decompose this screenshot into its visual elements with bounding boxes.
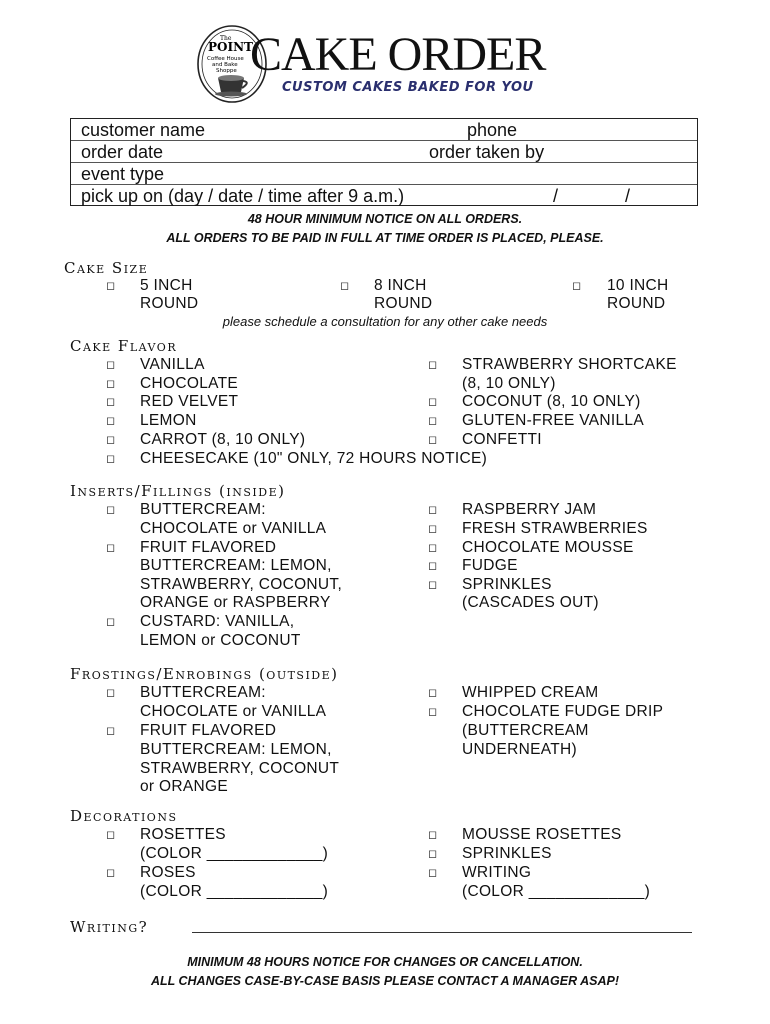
filling-raspberry-jam: RASPBERRY JAM: [462, 501, 597, 518]
frosting-whipped-cream: WHIPPED CREAM: [462, 684, 599, 701]
order-date-label: order date: [81, 142, 164, 162]
checkbox[interactable]: ◻: [428, 848, 438, 860]
filling-custard-line2: LEMON or COCONUT: [140, 632, 301, 649]
checkbox[interactable]: ◻: [106, 687, 116, 699]
size-10-inch-line2: ROUND: [607, 295, 666, 312]
checkbox[interactable]: ◻: [428, 359, 438, 371]
decoration-roses: ROSES: [140, 864, 196, 881]
order-taken-by-label: order taken by: [429, 142, 545, 162]
flavor-chocolate: CHOCOLATE: [140, 375, 239, 392]
filling-fresh-strawberries: FRESH STRAWBERRIES: [462, 520, 648, 537]
cake-flavor-heading: Cake Flavor: [70, 337, 178, 355]
decoration-roses-color: (COLOR _____________): [140, 883, 329, 900]
checkbox[interactable]: ◻: [106, 504, 116, 516]
size-10-inch-line1: 10 INCH: [607, 277, 669, 294]
notice-line-2: ALL ORDERS TO BE PAID IN FULL AT TIME ORDER IS PLACED, PLEASE.: [166, 231, 604, 245]
checkbox[interactable]: ◻: [106, 359, 116, 371]
frosting-fudge-drip: CHOCOLATE FUDGE DRIP: [462, 703, 664, 720]
size-8-inch-line2: ROUND: [374, 295, 433, 312]
checkbox[interactable]: ◻: [428, 396, 438, 408]
checkbox[interactable]: ◻: [106, 396, 116, 408]
checkbox[interactable]: ◻: [428, 504, 438, 516]
size-5-inch-line1: 5 INCH: [140, 277, 193, 294]
decoration-rosettes: ROSETTES: [140, 826, 226, 843]
customer-name-label: customer name: [81, 120, 206, 140]
checkbox[interactable]: ◻: [428, 706, 438, 718]
size-5-inch-line2: ROUND: [140, 295, 199, 312]
decoration-sprinkles: SPRINKLES: [462, 845, 552, 862]
coffee-cup-icon: [215, 75, 247, 97]
checkbox[interactable]: ◻: [106, 434, 116, 446]
checkbox[interactable]: ◻: [428, 415, 438, 427]
logo-line1: The: [220, 35, 232, 42]
checkbox[interactable]: ◻: [106, 280, 116, 292]
flavor-lemon: LEMON: [140, 412, 197, 429]
info-row-name[interactable]: [71, 119, 697, 141]
notice-line-1: 48 HOUR MINIMUM NOTICE ON ALL ORDERS.: [247, 212, 523, 226]
checkbox[interactable]: ◻: [106, 453, 116, 465]
checkbox[interactable]: ◻: [106, 829, 116, 841]
filling-chocolate-mousse: CHOCOLATE MOUSSE: [462, 539, 634, 556]
frosting-fruit-flavored: FRUIT FLAVORED: [140, 722, 277, 739]
checkbox[interactable]: ◻: [428, 687, 438, 699]
checkbox[interactable]: ◻: [106, 378, 116, 390]
frosting-fruit-line3: STRAWBERRY, COCONUT: [140, 760, 340, 777]
date-slash-2: /: [625, 186, 631, 206]
flavor-cheesecake: CHEESECAKE (10" ONLY, 72 HOURS NOTICE): [140, 450, 488, 467]
frosting-buttercream: BUTTERCREAM:: [140, 684, 266, 701]
filling-buttercream-options: CHOCOLATE or VANILLA: [140, 520, 327, 537]
logo-line3: Coffee House: [207, 56, 244, 62]
phone-label: phone: [467, 120, 518, 140]
checkbox[interactable]: ◻: [106, 867, 116, 879]
frosting-fudge-drip-line2: (BUTTERCREAM: [462, 722, 589, 739]
checkbox[interactable]: ◻: [428, 523, 438, 535]
filling-fruit-line2: BUTTERCREAM: LEMON,: [140, 557, 332, 574]
filling-sprinkles: SPRINKLES: [462, 576, 552, 593]
filling-fruit-line3: STRAWBERRY, COCONUT,: [140, 576, 343, 593]
decoration-writing-color: (COLOR _____________): [462, 883, 651, 900]
frosting-fudge-drip-line3: UNDERNEATH): [462, 741, 577, 758]
event-type-label: event type: [81, 164, 165, 184]
flavor-carrot: CARROT (8, 10 ONLY): [140, 431, 306, 448]
footer-line-1: MINIMUM 48 HOURS NOTICE FOR CHANGES OR CANCELLATION.: [187, 955, 583, 969]
flavor-coconut: COCONUT (8, 10 ONLY): [462, 393, 641, 410]
frosting-fruit-line2: BUTTERCREAM: LEMON,: [140, 741, 332, 758]
info-row-order[interactable]: [71, 141, 697, 163]
decoration-writing: WRITING: [462, 864, 532, 881]
flavor-vanilla: VANILLA: [140, 356, 205, 373]
consultation-note: please schedule a consultation for any other cake needs: [222, 314, 548, 329]
checkbox[interactable]: ◻: [428, 542, 438, 554]
filling-fudge: FUDGE: [462, 557, 518, 574]
filling-sprinkles-note: (CASCADES OUT): [462, 594, 599, 611]
decoration-mousse-rosettes: MOUSSE ROSETTES: [462, 826, 622, 843]
info-row-pickup[interactable]: [71, 185, 697, 207]
frosting-buttercream-options: CHOCOLATE or VANILLA: [140, 703, 327, 720]
frosting-fruit-line4: or ORANGE: [140, 778, 228, 795]
checkbox[interactable]: ◻: [106, 415, 116, 427]
date-slash-1: /: [553, 186, 559, 206]
size-8-inch-line1: 8 INCH: [374, 277, 427, 294]
checkbox[interactable]: ◻: [572, 280, 582, 292]
checkbox[interactable]: ◻: [428, 434, 438, 446]
inserts-heading: Inserts/Fillings (inside): [70, 482, 286, 500]
checkbox[interactable]: ◻: [106, 725, 116, 737]
checkbox[interactable]: ◻: [106, 616, 116, 628]
filling-buttercream: BUTTERCREAM:: [140, 501, 266, 518]
logo-line2: POINT: [208, 40, 253, 54]
info-row-event[interactable]: [71, 163, 697, 185]
checkbox[interactable]: ◻: [428, 829, 438, 841]
writing-input-line[interactable]: [192, 932, 692, 933]
filling-custard: CUSTARD: VANILLA,: [140, 613, 295, 630]
checkbox[interactable]: ◻: [428, 867, 438, 879]
checkbox[interactable]: ◻: [428, 579, 438, 591]
decoration-rosettes-color: (COLOR _____________): [140, 845, 329, 862]
checkbox[interactable]: ◻: [340, 280, 350, 292]
checkbox[interactable]: ◻: [106, 542, 116, 554]
page-title: CAKE ORDER: [250, 28, 546, 81]
page-subtitle: CUSTOM CAKES BAKED FOR YOU: [282, 80, 534, 95]
logo-line5: Shoppe: [216, 68, 237, 74]
flavor-red-velvet: RED VELVET: [140, 393, 239, 410]
writing-label: Writing?: [70, 918, 149, 936]
flavor-strawberry-note: (8, 10 ONLY): [462, 375, 556, 392]
flavor-gluten-free-vanilla: GLUTEN-FREE VANILLA: [462, 412, 644, 429]
customer-info-table: [70, 118, 698, 206]
cake-size-heading: Cake Size: [64, 259, 149, 277]
checkbox[interactable]: ◻: [428, 560, 438, 572]
pick-up-label: pick up on (day / date / time after 9 a.m.): [81, 186, 405, 206]
footer-line-2: ALL CHANGES CASE-BY-CASE BASIS PLEASE CONTACT A MANAGER ASAP!: [150, 974, 620, 988]
decorations-heading: Decorations: [70, 807, 178, 825]
logo-line4: and Bake: [212, 62, 238, 68]
flavor-strawberry-shortcake: STRAWBERRY SHORTCAKE: [462, 356, 677, 373]
frostings-heading: Frostings/Enrobings (outside): [70, 665, 339, 683]
filling-fruit-flavored: FRUIT FLAVORED: [140, 539, 277, 556]
filling-fruit-line4: ORANGE or RASPBERRY: [140, 594, 331, 611]
flavor-confetti: CONFETTI: [462, 431, 542, 448]
